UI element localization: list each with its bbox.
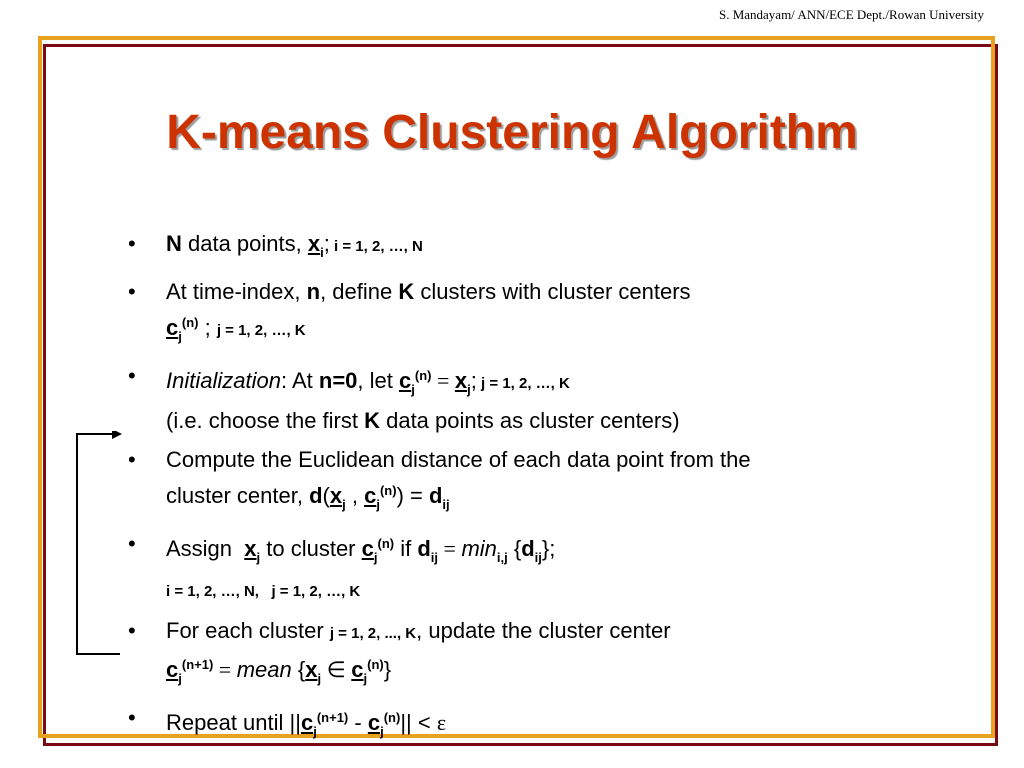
text: data points as cluster centers) [379, 408, 680, 433]
list-item [128, 528, 958, 607]
text: At time-index, [166, 279, 307, 304]
text: For each cluster [166, 618, 330, 643]
text: } [383, 657, 392, 682]
sub-j: j [178, 329, 182, 344]
text: ( [322, 483, 330, 508]
sub-j: j [317, 671, 322, 686]
text: to cluster [260, 536, 362, 561]
header-credit: S. Mandayam/ ANN/ECE Dept./Rowan University [718, 7, 984, 22]
var-d: d [417, 536, 431, 561]
var-c: c [166, 657, 179, 682]
var-c: c [166, 315, 179, 340]
sub-j: j [411, 382, 415, 397]
equals: = [431, 368, 455, 393]
text: ; [470, 368, 477, 393]
sub-j: j [256, 550, 261, 565]
list-item [128, 615, 958, 694]
list-item [128, 702, 958, 747]
bullet-dot: • [128, 447, 136, 472]
var-c: c [351, 657, 364, 682]
n-zero: n=0 [318, 368, 358, 393]
var-x: x [307, 231, 321, 256]
var-x: x [454, 368, 468, 393]
var-c: c [300, 710, 314, 735]
text: { [291, 657, 306, 682]
index-range: i = 1, 2, …, N [329, 238, 423, 255]
sub-ij: i,j [496, 550, 508, 565]
text: ; [198, 315, 217, 340]
element-of: ∈ [321, 657, 352, 682]
var-d: d [428, 483, 443, 508]
index-range: j = 1, 2, ..., K [329, 625, 417, 642]
text: if [394, 536, 418, 561]
sup-n-plus-1: (n+1) [181, 657, 214, 672]
bullet-dot: • [128, 363, 136, 388]
list-item [128, 444, 958, 520]
bullet-dot: • [128, 279, 136, 304]
sub-j: j [380, 724, 384, 739]
text: - [348, 710, 368, 735]
text: (i.e. choose the first [166, 408, 365, 433]
text: , [345, 483, 365, 508]
sub-j: j [178, 671, 182, 686]
bullet-dot: • [128, 705, 136, 730]
sup-n-plus-1: (n+1) [316, 710, 349, 725]
sup-n: (n) [383, 710, 401, 725]
index-range: i = 1, 2, …, N, j = 1, 2, …, K [166, 583, 361, 600]
sup-n: (n) [414, 368, 432, 383]
var-x: x [244, 536, 257, 561]
equals: = [213, 657, 237, 682]
text: ; [323, 231, 330, 256]
bullet-text [166, 615, 958, 694]
list-item [128, 360, 958, 436]
var-c: c [364, 483, 377, 508]
sub-ij: ij [430, 550, 439, 565]
min-operator: min [461, 536, 497, 561]
sub-j: j [376, 497, 380, 512]
bullet-dot: • [128, 618, 136, 643]
bullet-dot: • [128, 531, 136, 556]
bullet-text [166, 444, 958, 520]
text: data points, [181, 231, 308, 256]
var-x: x [305, 657, 318, 682]
text: clusters with cluster centers [414, 279, 691, 304]
var-c: c [367, 710, 381, 735]
bullet-text [166, 528, 958, 607]
list-item [128, 228, 958, 268]
sub-ij: ij [442, 497, 450, 512]
text: ) = [396, 483, 429, 508]
sup-n: (n) [181, 315, 199, 330]
list-item [128, 276, 958, 352]
bullet-text [166, 276, 958, 352]
equals: = [438, 536, 462, 561]
bullet-text [166, 360, 958, 436]
sup-n: (n) [379, 483, 397, 498]
text: , define [320, 279, 399, 304]
sup-n: (n) [367, 657, 384, 672]
text: : At [280, 368, 319, 393]
var-x: x [329, 483, 343, 508]
mean-operator: mean [236, 657, 292, 682]
sup-n: (n) [377, 536, 395, 551]
text: }; [541, 536, 556, 561]
sub-j: j [363, 671, 368, 686]
index-range: j = 1, 2, …, K [216, 322, 306, 339]
text: { [507, 536, 522, 561]
sub-ij: ij [534, 550, 542, 565]
sub-j: j [342, 497, 346, 512]
sub-j: j [313, 724, 317, 739]
text: , update the cluster center [416, 618, 671, 643]
var-K: K [364, 408, 380, 433]
text: Compute the Euclidean distance of each data point from the [166, 447, 751, 472]
epsilon: ε [436, 710, 447, 735]
bullet-list [128, 228, 958, 755]
bullet-dot: • [128, 231, 136, 256]
sub-j: j [467, 382, 471, 397]
var-c: c [361, 536, 374, 561]
var-c: c [398, 368, 412, 393]
initialization-label: Initialization [166, 368, 281, 393]
sub-j: j [373, 550, 378, 565]
bullet-text [166, 702, 958, 747]
text: Repeat until || [166, 710, 301, 735]
sub-i: i [320, 245, 324, 260]
text: Assign [166, 536, 245, 561]
var-d: d [309, 483, 323, 508]
slide-title: K-means Clustering Algorithm [166, 106, 858, 159]
var-N: N [166, 231, 182, 256]
var-d: d [521, 536, 535, 561]
index-range: j = 1, 2, …, K [476, 375, 570, 392]
var-K: K [398, 279, 415, 304]
var-n: n [306, 279, 321, 304]
bullet-text [166, 228, 958, 268]
text: , let [357, 368, 399, 393]
text: || < [400, 710, 437, 735]
text: cluster center, [166, 483, 310, 508]
